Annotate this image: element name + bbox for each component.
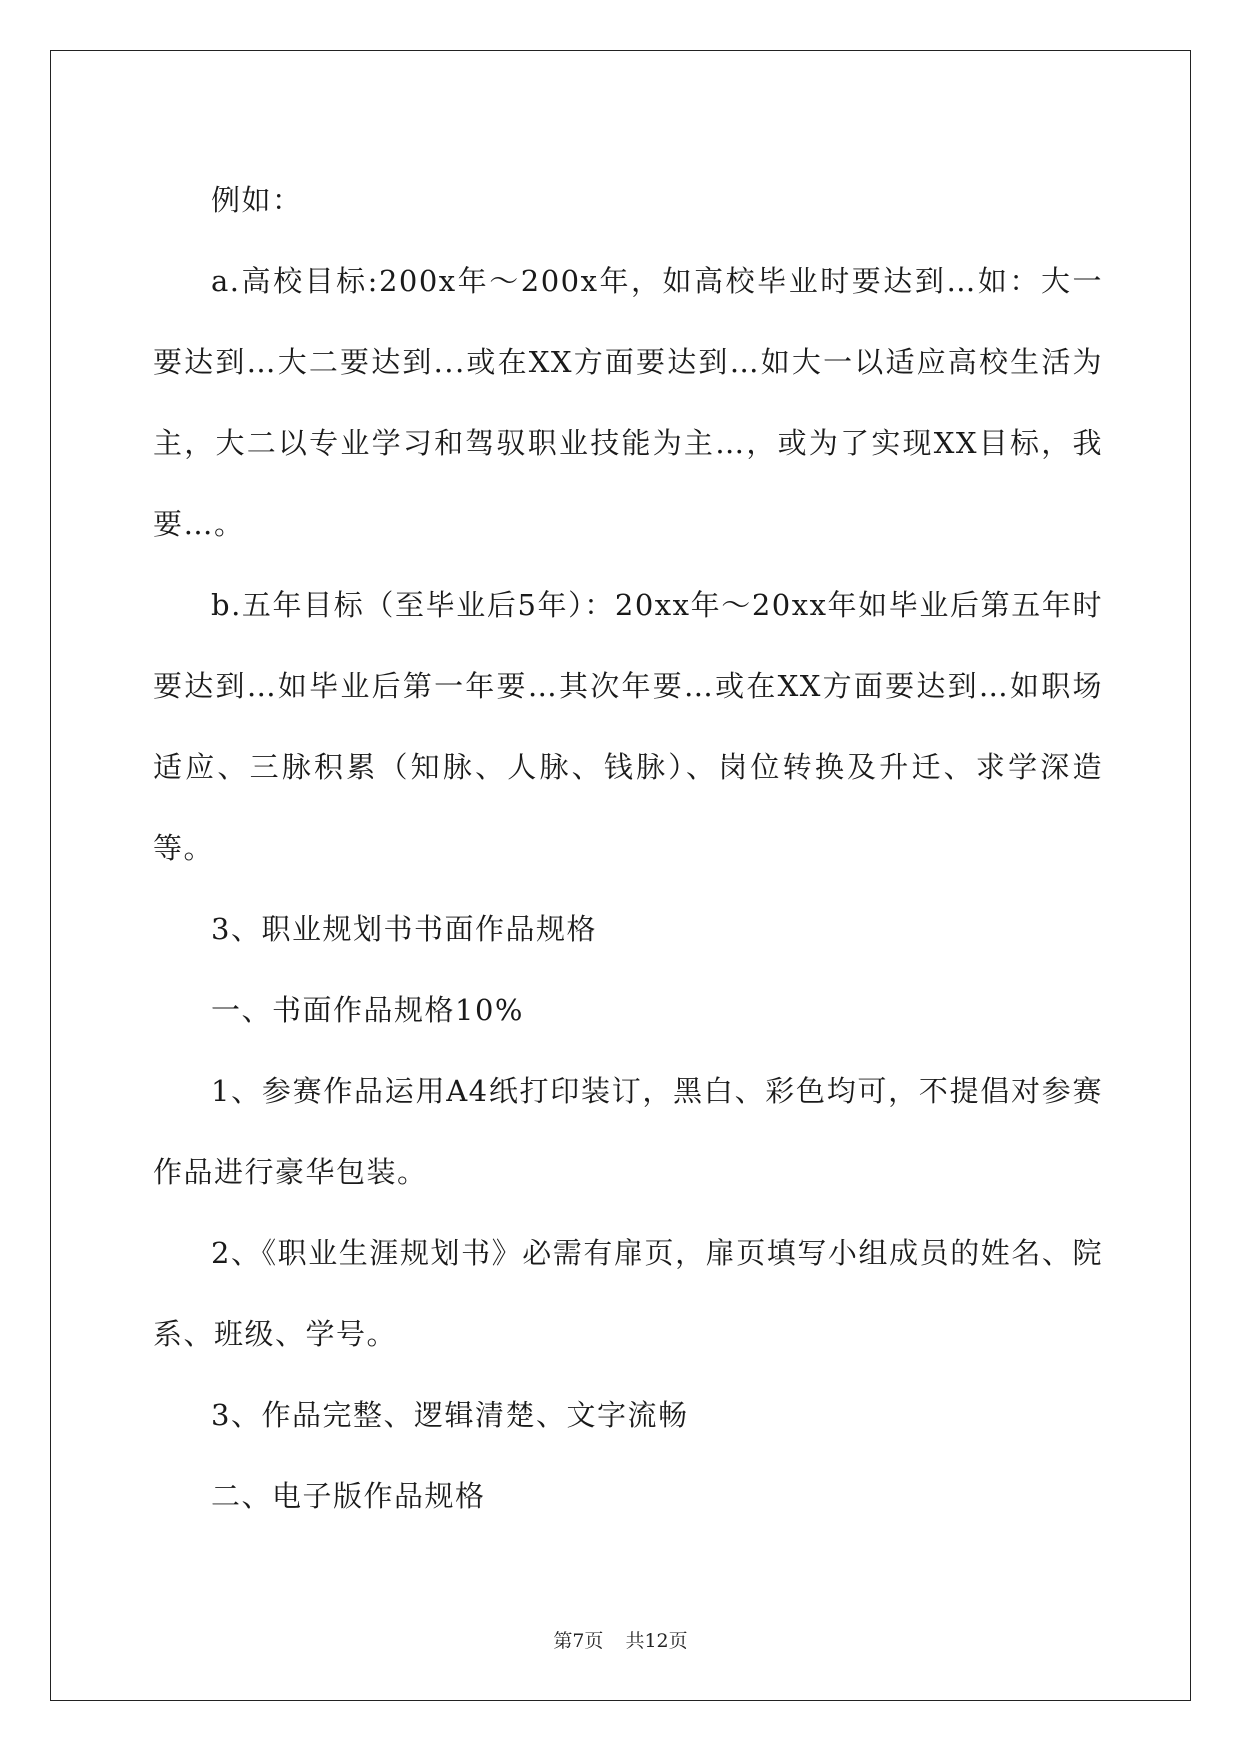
section-heading-written-spec: 3、职业规划书书面作品规格 bbox=[211, 912, 597, 946]
paragraph-example-intro: 例如： bbox=[211, 183, 303, 217]
document-body bbox=[153, 160, 1103, 1537]
paragraph-university-goal: a.高校目标:200x年～200x年，如高校毕业时要达到…如：大一要达到…大二要达到...或在XX方面要达到…如大一以适应高校生活为主，大二以专业学习和驾驭职业技能为主…，或为了实现XX目标，我要…。 bbox=[153, 264, 1103, 541]
subheading-electronic-spec: 二、电子版作品规格 bbox=[211, 1479, 486, 1513]
paragraph-five-year-goal: b.五年目标（至毕业后5年）：20xx年～20xx年如毕业后第五年时要达到…如毕业后第一年要…其次年要…或在XX方面要达到…如职场适应、三脉积累（知脉、人脉、钱脉）、岗位转换及升迁、求学深造等。 bbox=[153, 588, 1103, 865]
page-number: 第7页 bbox=[553, 1630, 604, 1652]
subheading-written-spec: 一、书面作品规格10% bbox=[211, 993, 524, 1027]
paragraph-rule-2: 2、《职业生涯规划书》必需有扉页，扉页填写小组成员的姓名、院系、班级、学号。 bbox=[153, 1236, 1103, 1351]
paragraph-rule-1: 1、参赛作品运用A4纸打印装订，黑白、彩色均可，不提倡对参赛作品进行豪华包装。 bbox=[153, 1074, 1103, 1189]
paragraph-rule-3: 3、作品完整、逻辑清楚、文字流畅 bbox=[211, 1398, 689, 1432]
page-footer bbox=[0, 1626, 1241, 1653]
page-total: 共12页 bbox=[625, 1630, 688, 1652]
